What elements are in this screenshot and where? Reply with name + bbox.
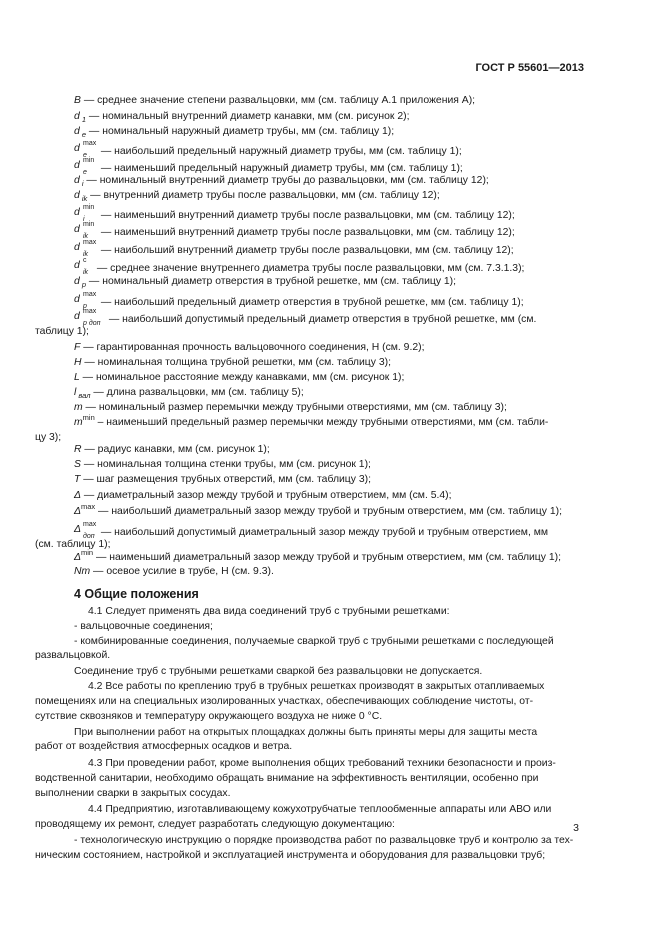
- paragraph-line: Соединение труб с трубными решетками сваркой без развальцовки не допускается.: [74, 666, 483, 677]
- symbol-superscript: max: [83, 239, 97, 246]
- definition-line: [0, 341, 661, 354]
- symbol-base: S: [74, 459, 81, 470]
- symbol-subscript: 1: [79, 115, 87, 124]
- definition-text: — наибольший допустимый диаметральный зазор между трубой и трубным отверстием, мм: [98, 527, 549, 538]
- symbol-base: d: [74, 160, 80, 171]
- symbol-base: Δ: [74, 506, 81, 517]
- symbol-superscript: min: [82, 413, 95, 422]
- definition-text: — номинальная толщина стенки трубы, мм (см. рисунок 1);: [80, 459, 371, 470]
- symbol-subscript: доп: [83, 533, 95, 540]
- paragraph-line: 4.1 Следует применять два вида соединений труб с трубными решетками:: [88, 606, 450, 617]
- definition-line: [0, 275, 661, 288]
- symbol-base: m: [74, 402, 83, 413]
- symbol-superscript: min: [83, 221, 95, 228]
- symbol-superscript: min: [83, 204, 95, 211]
- paragraph-line: 4.4 Предприятию, изготавливающему кожухотрубчатые теплообменные аппараты или АВО или: [88, 804, 552, 815]
- definition-text: — шаг размещения трубных отверстий, мм (см. таблицу 3);: [80, 474, 371, 485]
- symbol-base: T: [74, 474, 81, 485]
- symbol-subscript: e: [83, 152, 87, 159]
- symbol-superscript: min: [83, 157, 95, 164]
- symbol-subscript: р доп: [83, 320, 101, 327]
- definition-line: [0, 565, 661, 578]
- definition-text: — номинальный диаметр отверстия в трубной решетке, мм (см. таблицу 1);: [86, 276, 457, 287]
- definition-text: цу 3);: [35, 432, 62, 443]
- symbol-subscript: ik: [83, 251, 89, 258]
- definition-line: [0, 258, 661, 275]
- definition-text: — номинальное расстояние между канавками, мм (см. рисунок 1);: [79, 372, 405, 383]
- symbol-base: d: [74, 311, 80, 322]
- symbol-base: Δ: [74, 490, 81, 501]
- definition-text: — наибольший предельный наружный диаметр трубы, мм (см. таблицу 1);: [98, 146, 462, 157]
- symbol-base: H: [74, 357, 82, 368]
- symbol-base: d: [74, 242, 80, 253]
- definition-text: — диаметральный зазор между трубой и трубным отверстием, мм (см. 5.4);: [80, 490, 452, 501]
- paragraph-line: ническим состоянием, настройкой и эксплуатацией инструмента и оборудования для развальцовки труб;: [35, 850, 546, 861]
- definition-line: [0, 125, 661, 138]
- paragraph-line: 4.3 При проведении работ, кроме выполнения общих требований техники безопасности и произ-: [88, 758, 556, 769]
- definition-text: — номинальный наружный диаметр трубы, мм (см. таблицу 1);: [86, 126, 395, 137]
- symbol-superscript: min: [80, 548, 94, 557]
- paragraph-line: помещениях или на специальных изолированных участках, обеспечивающих соблюдение чистоты, от-: [35, 696, 534, 707]
- definition-line: [0, 502, 661, 518]
- definition-text: — наибольший предельный диаметр отверстия в трубной решетке, мм (см. таблицу 1);: [98, 297, 524, 308]
- symbol-subscript: ik: [83, 269, 89, 276]
- symbol-superscript: max: [83, 291, 97, 298]
- definition-line: [0, 371, 661, 384]
- definition-text: таблицу 1);: [35, 326, 89, 337]
- definition-text: — среднее значение внутреннего диаметра трубы после развальцовки, мм (см. 7.3.1.3);: [94, 263, 525, 274]
- definition-line: [0, 222, 661, 239]
- symbol-base: d: [74, 224, 80, 235]
- symbol-base: d: [74, 126, 80, 137]
- paragraph-line: - комбинированные соединения, получаемые сваркой труб с трубными решетками с последующей: [74, 636, 554, 647]
- definition-line: [0, 538, 661, 551]
- symbol-base: B: [74, 95, 81, 106]
- definition-text: — наибольший внутренний диаметр трубы после развальцовки, мм (см. таблицу 12);: [98, 245, 514, 256]
- definition-text: — наименьший внутренний диаметр трубы после развальцовки, мм (см. таблицу 12);: [98, 227, 515, 238]
- definition-line: [0, 174, 661, 187]
- symbol-subscript: e: [79, 130, 87, 139]
- symbol-superscript: max: [83, 521, 97, 528]
- definition-line: [0, 94, 661, 107]
- symbol-base: d: [74, 207, 80, 218]
- symbol: [74, 308, 106, 327]
- symbol-base: Δ: [74, 552, 81, 563]
- definition-text: — наименьший диаметральный зазор между трубой и трубным отверстием, мм (см. таблицу 1);: [93, 552, 561, 563]
- symbol-subscript: ik: [79, 194, 88, 203]
- definition-line: [0, 413, 661, 429]
- definition-text: — номинальная толщина трубной решетки, мм (см. таблицу 3);: [81, 357, 391, 368]
- symbol-base: m: [74, 417, 83, 428]
- definition-line: [0, 386, 661, 399]
- definition-text: — внутренний диаметр трубы после развальцовки, мм (см. таблицу 12);: [87, 190, 440, 201]
- definition-text: — осевое усилие в трубе, Н (см. 9.3).: [90, 566, 274, 577]
- page-number: 3: [573, 822, 579, 834]
- symbol: [74, 239, 98, 258]
- definition-line: [0, 458, 661, 471]
- paragraph-line: 4.2 Все работы по креплению труб в трубных решетках производят в закрытых отапливаемых: [88, 681, 545, 692]
- symbol-base: Δ: [74, 524, 81, 535]
- symbol: [74, 221, 98, 240]
- symbol-subscript: i: [83, 216, 85, 223]
- symbol-superscript: max: [83, 308, 97, 315]
- definition-text: — среднее значение степени развальцовки, мм (см. таблицу А.1 приложения А);: [80, 95, 476, 106]
- symbol-subscript: ik: [83, 233, 89, 240]
- paragraph-line: - вальцовочные соединения;: [74, 621, 213, 632]
- definition-text: — наибольший допустимый предельный диаметр отверстия в трубной решетке, мм (см.: [106, 314, 537, 325]
- symbol-subscript: p: [79, 280, 87, 289]
- definition-text: — длина развальцовки, мм (см. таблицу 5);: [90, 387, 304, 398]
- section-heading: 4 Общие положения: [74, 587, 199, 601]
- definition-line: [0, 110, 661, 123]
- definition-line: [0, 489, 661, 502]
- definition-line: [0, 325, 661, 338]
- definition-line: [0, 356, 661, 369]
- definition-text: — номинальный размер перемычки между трубными отверстиями, мм (см. таблицу 3);: [82, 402, 507, 413]
- definition-text: — наименьший предельный наружный диаметр трубы, мм (см. таблицу 1);: [98, 163, 463, 174]
- symbol: [74, 157, 98, 176]
- definition-line: [0, 401, 661, 414]
- symbol-base: d: [74, 190, 80, 201]
- paragraph-line: - технологическую инструкцию о порядке производства работ по развальцовке труб и контролю за тех-: [74, 835, 574, 846]
- symbol-subscript: i: [79, 179, 84, 188]
- symbol: [74, 204, 98, 223]
- symbol-base: d: [74, 143, 80, 154]
- definition-text: – наименьший предельный размер перемычки между трубными отверстиями, мм (см. табли-: [94, 417, 549, 428]
- definition-line: [0, 309, 661, 326]
- symbol-base: d: [74, 111, 80, 122]
- symbol-base: d: [74, 276, 80, 287]
- symbol-subscript: вал: [76, 391, 91, 400]
- symbol-base: Nm: [74, 566, 91, 577]
- symbol: [74, 521, 98, 540]
- definition-line: [0, 141, 661, 158]
- definition-line: [0, 158, 661, 175]
- symbol-superscript: max: [80, 502, 96, 511]
- paragraph-line: водственной санитарии, необходимо обращать внимание на эффективность вентиляции, особенно при: [35, 773, 539, 784]
- definition-line: [0, 292, 661, 309]
- definition-text: — гарантированная прочность вальцовочного соединения, Н (см. 9.2);: [80, 342, 425, 353]
- symbol-base: d: [74, 294, 80, 305]
- symbol-superscript: c: [83, 257, 87, 264]
- definition-line: [0, 548, 661, 564]
- symbol-subscript: p: [83, 303, 87, 310]
- definition-line: [0, 443, 661, 456]
- symbol-superscript: max: [83, 140, 97, 147]
- paragraph-line: При выполнении работ на открытых площадках должны быть приняты меры для защиты места: [74, 727, 538, 738]
- symbol: [74, 140, 98, 159]
- symbol-base: l: [74, 387, 77, 398]
- symbol-base: F: [74, 342, 81, 353]
- definition-text: — номинальный внутренний диаметр канавки, мм (см. рисунок 2);: [86, 111, 410, 122]
- symbol: [74, 257, 94, 276]
- definition-line: [0, 240, 661, 257]
- symbol: [74, 291, 98, 310]
- symbol-base: d: [74, 175, 80, 186]
- symbol-base: R: [74, 444, 82, 455]
- definition-text: (см. таблицу 1);: [35, 539, 111, 550]
- definition-text: — номинальный внутренний диаметр трубы до развальцовки, мм (см. таблицу 12);: [83, 175, 489, 186]
- definition-text: — наименьший внутренний диаметр трубы после развальцовки, мм (см. таблицу 12);: [98, 210, 515, 221]
- definition-line: [0, 189, 661, 202]
- definition-text: — наибольший диаметральный зазор между трубой и трубным отверстием, мм (см. таблицу 1);: [95, 506, 562, 517]
- paragraph-line: проводящему их ремонт, следует разработать следующую документацию:: [35, 819, 395, 830]
- definition-line: [0, 205, 661, 222]
- symbol-base: L: [74, 372, 80, 383]
- paragraph-line: выполнении сварки в закрытых сосудах.: [35, 788, 231, 799]
- symbol-base: d: [74, 260, 80, 271]
- definition-line: [0, 522, 661, 539]
- definition-line: [0, 473, 661, 486]
- definition-text: — радиус канавки, мм (см. рисунок 1);: [81, 444, 270, 455]
- symbol-subscript: e: [83, 169, 87, 176]
- paragraph-line: развальцовкой.: [35, 650, 111, 661]
- paragraph-line: сутствие сквозняков и температуру окружающего воздуха не ниже 0 °С.: [35, 711, 383, 722]
- paragraph-line: работ от воздействия атмосферных осадков и ветра.: [35, 741, 293, 752]
- document-code: ГОСТ Р 55601—2013: [475, 62, 584, 74]
